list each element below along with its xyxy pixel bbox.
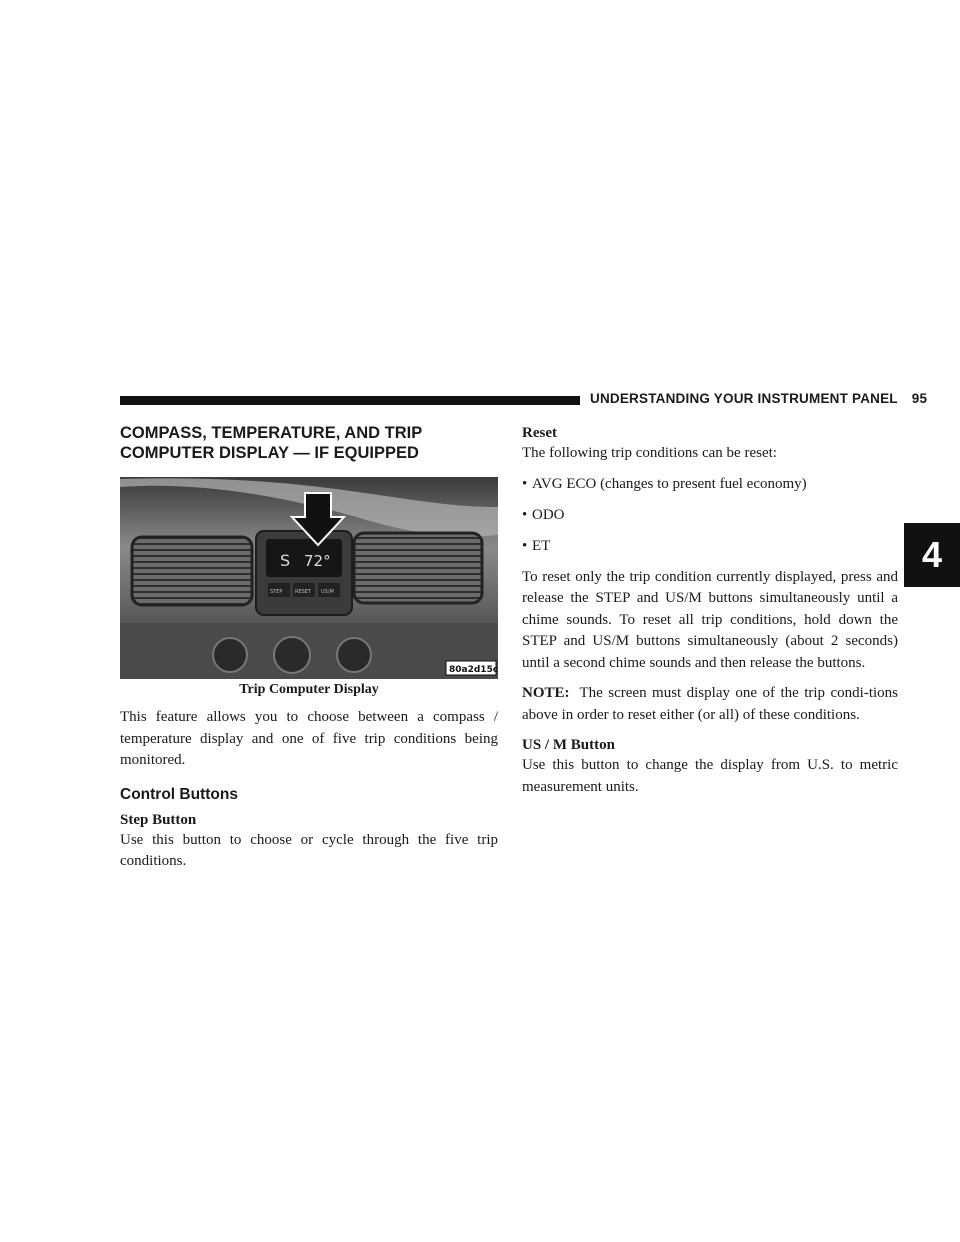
note-paragraph bbox=[522, 683, 898, 726]
usm-button-title: US / M Button bbox=[522, 737, 615, 753]
right-control-knob bbox=[337, 638, 371, 672]
bullet-text: ET bbox=[532, 537, 551, 554]
bullet-dot: • bbox=[522, 475, 528, 492]
page-number: 95 bbox=[911, 391, 928, 406]
left-air-vent bbox=[132, 537, 252, 605]
trip-computer-figure bbox=[120, 477, 498, 679]
running-header bbox=[590, 391, 928, 406]
reset-bullet-et bbox=[522, 536, 898, 557]
reset-lead: The following trip conditions can be reset: bbox=[522, 445, 777, 461]
section-title-line2: COMPUTER DISPLAY — IF EQUIPPED bbox=[120, 444, 419, 462]
section-title-line1: COMPASS, TEMPERATURE, AND TRIP bbox=[120, 424, 423, 442]
right-column bbox=[522, 423, 898, 807]
display-temperature: 72° bbox=[304, 552, 331, 570]
reset-bullet-avg-eco bbox=[522, 474, 898, 495]
usm-button-label: US/M bbox=[321, 589, 334, 595]
reset-paragraph: To reset only the trip condition currently displayed, press and release the STEP and US/M buttons simultaneously until a chime sounds. To reset all trip conditions, hold down the STEP and US/M buttons simultaneously (about 2 seconds) until a second chime sounds and then release the buttons. bbox=[522, 568, 898, 671]
header-rule bbox=[120, 396, 580, 405]
running-title: UNDERSTANDING YOUR INSTRUMENT PANEL bbox=[590, 391, 898, 406]
dashboard-illustration bbox=[120, 477, 498, 679]
note-label: NOTE: bbox=[522, 685, 570, 701]
reset-button-label: RESET bbox=[295, 589, 312, 595]
step-button-label: STEP bbox=[270, 589, 283, 595]
left-control-knob bbox=[213, 638, 247, 672]
figure-id-tag: 80a2d15c bbox=[449, 665, 498, 675]
bullet-text: ODO bbox=[532, 506, 565, 523]
intro-paragraph: This feature allows you to choose between a compass / temperature display and one of five trip conditions being monitored. bbox=[120, 709, 498, 768]
bullet-dot: • bbox=[522, 506, 528, 523]
step-button-text: Use this button to choose or cycle through the five trip conditions. bbox=[120, 831, 498, 869]
reset-title: Reset bbox=[522, 425, 557, 441]
control-buttons-title: Control Buttons bbox=[120, 785, 238, 803]
usm-button-text: Use this button to change the display from U.S. to metric measurement units. bbox=[522, 757, 898, 795]
left-column bbox=[120, 423, 498, 882]
step-button-title: Step Button bbox=[120, 811, 197, 828]
figure-caption: Trip Computer Display bbox=[239, 682, 379, 697]
display-compass-heading: S bbox=[280, 551, 291, 570]
bullet-text: AVG ECO (changes to present fuel economy) bbox=[532, 475, 807, 492]
reset-bullet-odo bbox=[522, 505, 898, 526]
right-air-vent bbox=[354, 533, 482, 603]
note-text: The screen must display one of the trip condi-tions above in order to reset either (or all) of these conditions. bbox=[522, 685, 898, 723]
chapter-tab: 4 bbox=[904, 523, 960, 587]
center-control-knob bbox=[274, 637, 310, 673]
section-title bbox=[120, 423, 498, 463]
bullet-dot: • bbox=[522, 537, 528, 554]
